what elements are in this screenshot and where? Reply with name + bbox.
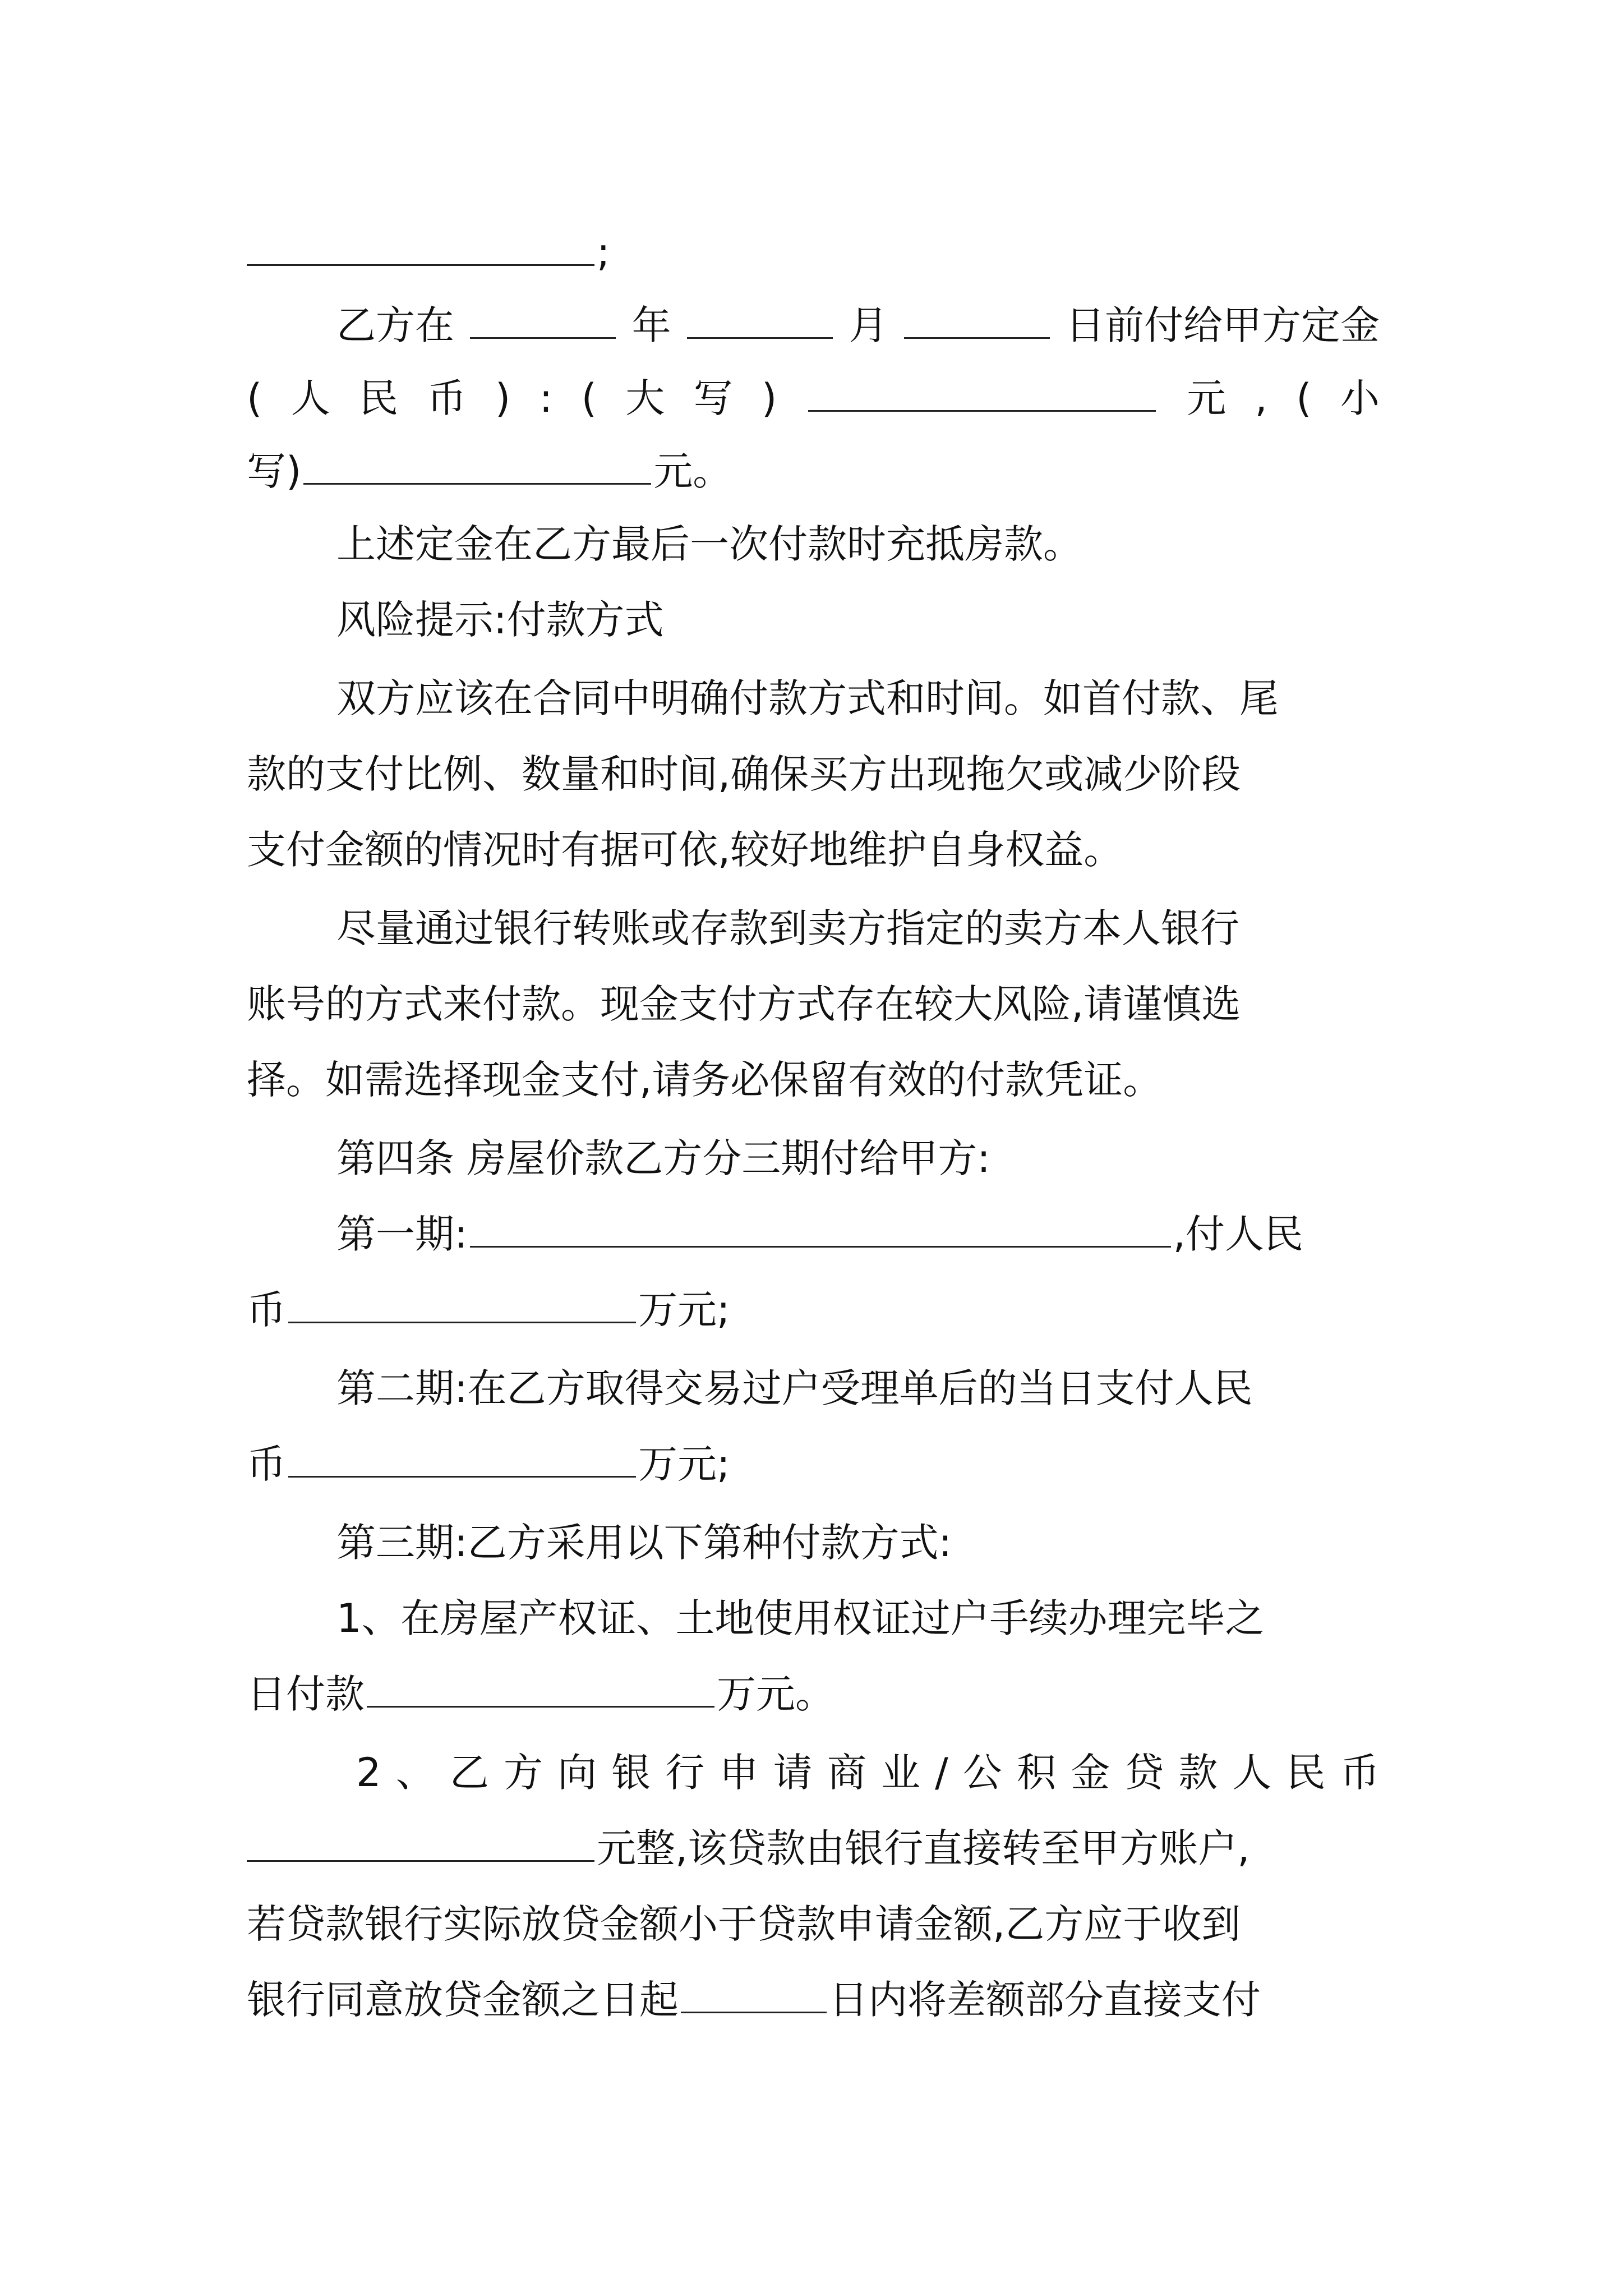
risk-paragraph-2-line-2: 账号的方式来付款。现金支付方式存在较大风险,请谨慎选	[247, 981, 1241, 1027]
option-2-line-3: 若贷款银行实际放贷金额小于贷款申请金额,乙方应于收到	[247, 1901, 1241, 1947]
risk-paragraph-2-line-3: 择。如需选择现金支付,请务必保留有效的付款凭证。	[247, 1057, 1163, 1103]
risk-paragraph-2-line-1: 尽量通过银行转账或存款到卖方指定的卖方本人银行	[336, 905, 1239, 951]
blank-field	[247, 219, 594, 266]
deposit-line-1: 乙方在 年 月 日前付给甲方定金	[336, 289, 1380, 362]
day-blank	[904, 292, 1050, 339]
risk-paragraph-1-line-3: 支付金额的情况时有据可依,较好地维护自身权益。	[247, 827, 1123, 873]
risk-paragraph-1-line-2: 款的支付比例、数量和时间,确保买方出现拖欠或减少阶段	[247, 751, 1241, 797]
amount-uppercase-blank	[808, 365, 1156, 412]
installment-1-amount-blank	[288, 1277, 636, 1323]
option-1-amount-blank	[367, 1661, 714, 1708]
option-1-line-1: 1、在房屋产权证、土地使用权证过户手续办理完毕之	[336, 1595, 1265, 1641]
installment-2-amount-blank	[288, 1431, 636, 1478]
option-1-line-2: 日付款 万元。	[247, 1658, 1380, 1731]
year-blank	[470, 292, 616, 339]
loan-amount-blank	[247, 1815, 594, 1862]
option-2-line-4: 银行同意放贷金额之日起 日内将差额部分直接支付	[247, 1963, 1380, 2036]
option-2-line-1: 2 、 乙 方 向 银 行 申 请 商 业 / 公 积 金 贷 款 人 民 币	[356, 1750, 1380, 1796]
days-blank	[681, 1967, 827, 2013]
continuation-line: ;	[247, 216, 1380, 289]
deposit-line-3: 写) 元。	[247, 435, 1380, 508]
installment-2-line-1: 第二期:在乙方取得交易过户受理单后的当日支付人民	[336, 1365, 1253, 1411]
risk-heading: 风险提示:付款方式	[336, 597, 664, 643]
amount-lowercase-blank	[303, 438, 651, 485]
deposit-line-2: ( 人 民 币 ) : ( 大 写 ) 元 , ( 小	[247, 362, 1380, 435]
installment-1-line-1: 第一期: ,付人民	[336, 1198, 1380, 1271]
article-4-heading: 第四条 房屋价款乙方分三期付给甲方:	[336, 1135, 990, 1181]
month-blank	[687, 292, 833, 339]
installment-2-line-2: 币 万元;	[247, 1428, 1380, 1501]
deposit-offset-paragraph: 上述定金在乙方最后一次付款时充抵房款。	[336, 521, 1082, 567]
installment-3-heading: 第三期:乙方采用以下第种付款方式:	[336, 1520, 952, 1566]
installment-1-line-2: 币 万元;	[247, 1273, 1380, 1346]
option-2-line-2: 元整,该贷款由银行直接转至甲方账户,	[247, 1812, 1380, 1885]
risk-paragraph-1-line-1: 双方应该在合同中明确付款方式和时间。如首付款、尾	[336, 675, 1279, 721]
installment-1-condition-blank	[470, 1201, 1171, 1248]
